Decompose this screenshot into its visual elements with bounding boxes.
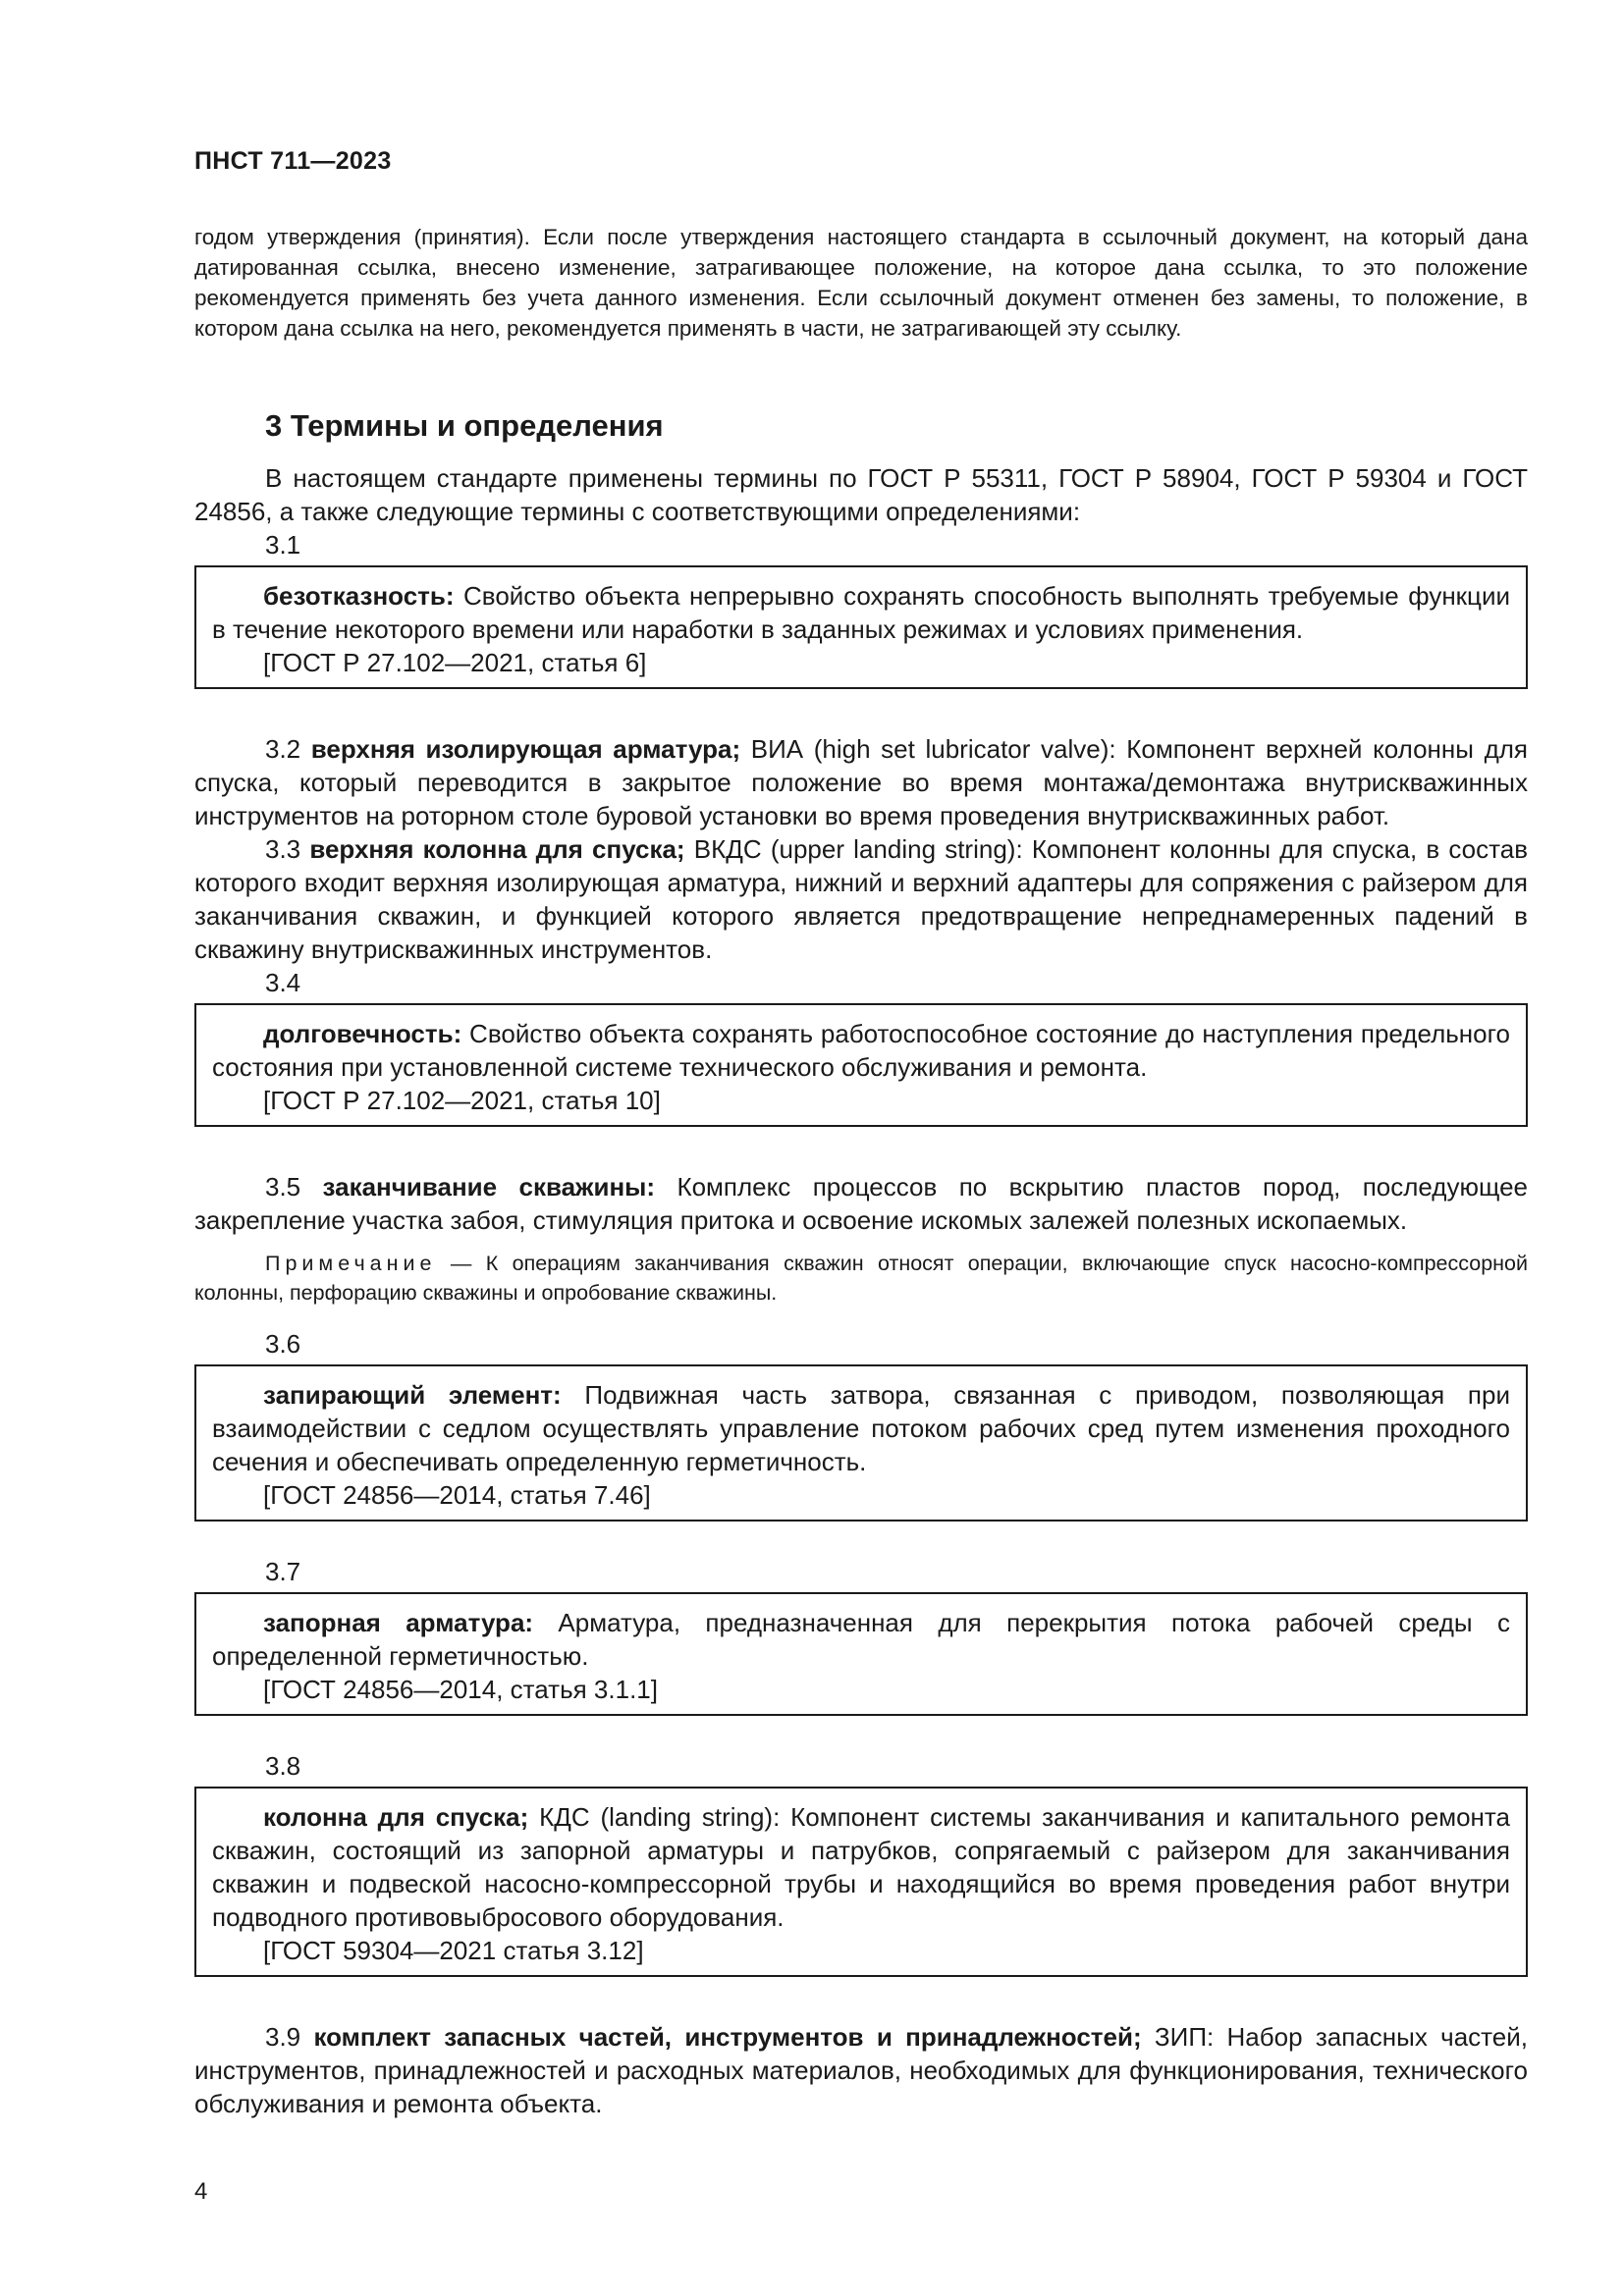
term-name: долговечность: [263, 1019, 462, 1048]
term-note [194, 1249, 1528, 1308]
term-name: безотказность: [263, 581, 455, 611]
section-title: 3 Термины и определения [265, 408, 664, 443]
term-name: заканчивание скважины: [322, 1172, 656, 1201]
term-definition [212, 1606, 1510, 1673]
term-definition [212, 579, 1510, 646]
definition-text: ЗИП: Набор запасных частей, инструментов, принадлежностей и расходных материалов, необходимых для функционирования, технического обслуживания и ремонта объекта. [194, 2022, 1528, 2118]
term-entry [194, 832, 1528, 966]
intro-paragraph: годом утверждения (принятия). Если после утверждения настоящего стандарта в ссылочный документ, на который дана датированная ссылка, внесено изменение, затрагивающее положение, на которое дана ссылка, то это положение рекомендуется применять без учета данного изменения. Если ссылочный документ отменен без замены, то положение, в котором дана ссылка на него, рекомендуется применять в части, не затрагивающей эту ссылку. [194, 225, 1528, 341]
term-box [194, 1787, 1528, 1977]
definition-text: Свойство объекта сохранять работоспособное состояние до наступления предельного состояния при установленной системе технического обслуживания и ремонта. [212, 1019, 1510, 1082]
term-entry [194, 1170, 1528, 1237]
term-number: 3.6 [265, 1329, 301, 1359]
term-box [194, 1003, 1528, 1127]
definition-text: Комплекс процессов по вскрытию пластов пород, последующее закрепление участка забоя, стимуляция притока и освоение искомых залежей полезных ископаемых. [194, 1172, 1528, 1235]
term-number: 3.3 [265, 834, 310, 864]
note-label: Примечание [265, 1252, 437, 1275]
definition-text: Свойство объекта непрерывно сохранять способность выполнять требуемые функции в течение некоторого времени или наработки в заданных режимах и условиях применения. [212, 581, 1510, 644]
note-text: — К операциям заканчивания скважин относят операции, включающие спуск насосно-компрессорной колонны, перфорацию скважины и опробование скважины. [194, 1252, 1528, 1305]
term-name: запорная арматура: [263, 1608, 534, 1637]
term-number: 3.5 [265, 1172, 323, 1201]
term-definition [212, 1800, 1510, 1934]
term-box [194, 1364, 1528, 1522]
term-entry [194, 2020, 1528, 2120]
term-name: верхняя колонна для спуска; [309, 834, 685, 864]
term-number: 3.2 [265, 734, 311, 764]
definition-text: Арматура, предназначенная для перекрытия потока рабочей среды с определенной герметичностью. [212, 1608, 1510, 1671]
section-lead: В настоящем стандарте применены термины по ГОСТ Р 55311, ГОСТ Р 58904, ГОСТ Р 59304 и ГОСТ 24856, а также следующие термины с соответствующими определениями: [194, 463, 1528, 526]
definition-text: КДС (landing string): Компонент системы заканчивания и капитального ремонта скважин, состоящий из запорной арматуры и патрубков, сопрягаемый с райзером для заканчивания скважин и подвеской насосно-компрессорной трубы и находящийся во время проведения работ внутри подводного противовыбросового оборудования. [212, 1802, 1510, 1932]
term-source: [ГОСТ Р 27.102—2021, статья 10] [263, 1086, 661, 1115]
definition-text: Подвижная часть затвора, связанная с приводом, позволяющая при взаимодействии с седлом осуществлять управление потоком рабочих сред путем изменения проходного сечения и обеспечивать определенную герметичность. [212, 1380, 1510, 1476]
term-name: комплект запасных частей, инструментов и принадлежностей; [313, 2022, 1142, 2052]
definition-text: ВКДС (upper landing string): Компонент колонны для спуска, в состав которого входит верхняя изолирующая арматура, нижний и верхний адаптеры для сопряжения с райзером для заканчивания скважин, и функцией которого является предотвращение непреднамеренных падений в скважину внутрискважинных инструментов. [194, 834, 1529, 964]
term-box [194, 1592, 1528, 1716]
term-number: 3.4 [265, 968, 301, 997]
term-definition [212, 1378, 1510, 1478]
term-name: запирающий элемент: [263, 1380, 562, 1410]
term-number: 3.8 [265, 1751, 301, 1781]
term-box [194, 565, 1528, 689]
term-source: [ГОСТ 24856—2014, статья 3.1.1] [263, 1675, 658, 1704]
term-number: 3.1 [265, 530, 301, 560]
term-source: [ГОСТ Р 27.102—2021, статья 6] [263, 648, 647, 677]
page-content [194, 222, 1528, 2120]
term-source: [ГОСТ 59304—2021 статья 3.12] [263, 1936, 644, 1965]
term-number: 3.9 [265, 2022, 314, 2052]
standard-code: ПНСТ 711—2023 [194, 147, 392, 175]
term-definition [212, 1017, 1510, 1084]
term-name: верхняя изолирующая арматура; [310, 734, 741, 764]
definition-text: ВИА (high set lubricator valve): Компонент верхней колонны для спуска, который переводится в закрытое положение во время монтажа/демонтажа внутрискважинных инструментов на роторном столе буровой установки во время проведения внутрискважинных работ. [194, 734, 1528, 830]
term-source: [ГОСТ 24856—2014, статья 7.46] [263, 1480, 651, 1510]
term-number: 3.7 [265, 1557, 301, 1586]
page-number: 4 [194, 2178, 208, 2205]
term-name: колонна для спуска; [263, 1802, 529, 1832]
term-entry [194, 732, 1528, 832]
